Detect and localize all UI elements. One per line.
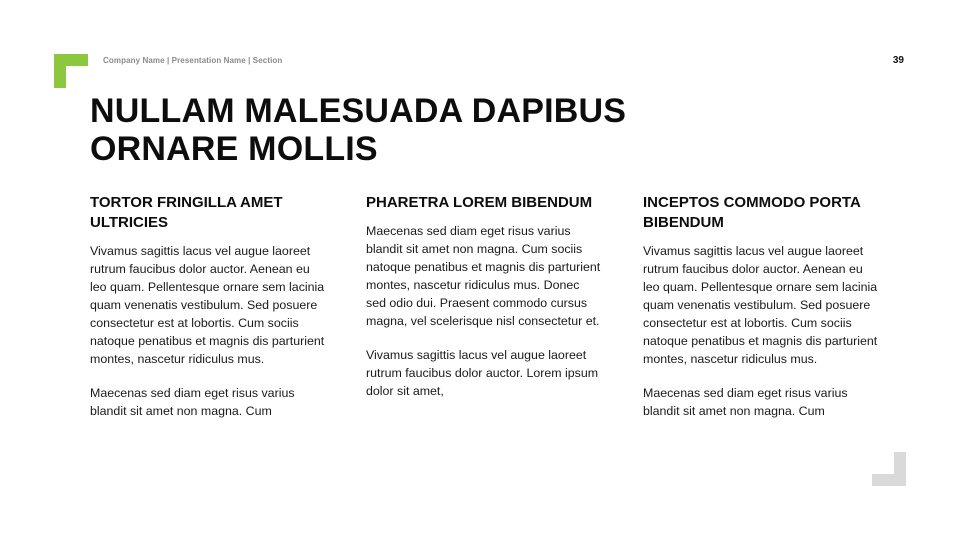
content-column-3 [643,193,879,436]
corner-bracket-bottom-right [872,452,906,486]
column-paragraph: Maecenas sed diam eget risus varius blandit sit amet non magna. Cum [643,386,848,418]
corner-bracket-top-left [54,54,88,88]
column-paragraph: Vivamus sagittis lacus vel augue laoreet rutrum faucibus dolor auctor. Lorem ipsum dolor sit amet, [366,348,599,398]
column-heading: INCEPTOS COMMODO PORTA BIBENDUM [643,194,861,231]
slide-title: NULLAM MALESUADA DAPIBUS ORNARE MOLLIS [90,92,627,168]
column-paragraph: Maecenas sed diam eget risus varius blandit sit amet non magna. Cum sociis natoque penatibus et magnis dis parturient montes, nascetur ridiculus mus. Donec sed odio dui. Praesent commodo cursus magna, vel scelerisque nisl consectetur et. [366,224,601,328]
column-paragraph: Vivamus sagittis lacus vel augue laoreet rutrum faucibus dolor auctor. Aenean eu leo quam. Pellentesque ornare sem lacinia quam venenatis vestibulum. Sed posuere consectetur est at lobortis. Cum sociis natoque penatibus et magnis dis parturient montes, nascetur ridiculus mus. [643,244,878,366]
column-heading: PHARETRA LOREM BIBENDUM [366,194,593,211]
content-column-1 [90,193,326,436]
column-heading: TORTOR FRINGILLA AMET ULTRICIES [90,194,283,231]
content-column-2 [366,193,602,416]
column-paragraph: Maecenas sed diam eget risus varius blandit sit amet non magna. Cum [90,386,295,418]
page-number: 39 [892,55,904,66]
header-breadcrumb: Company Name | Presentation Name | Section [103,56,283,65]
column-paragraph: Vivamus sagittis lacus vel augue laoreet rutrum faucibus dolor auctor. Aenean eu leo quam. Pellentesque ornare sem lacinia quam venenatis vestibulum. Sed posuere consectetur est at lobortis. Cum sociis natoque penatibus et magnis dis parturient montes, nascetur ridiculus mus. [90,244,325,366]
